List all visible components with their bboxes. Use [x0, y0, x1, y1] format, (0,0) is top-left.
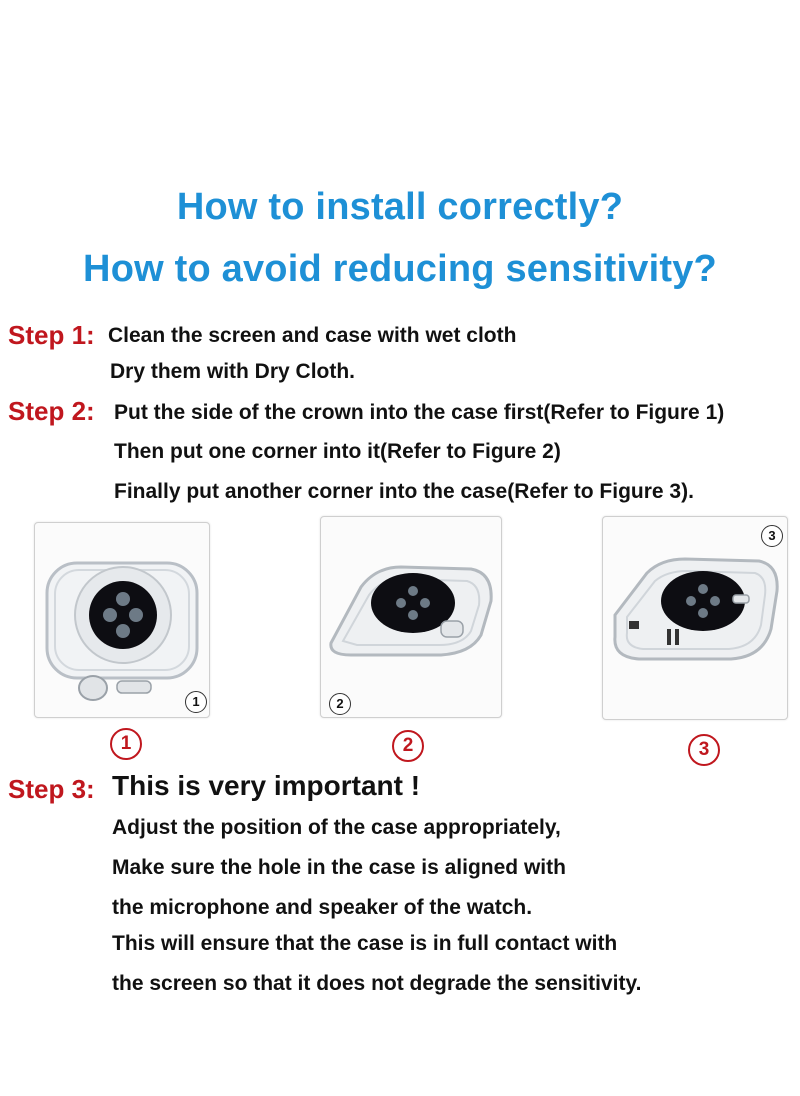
figure-1-caption: 1 [110, 728, 142, 760]
watch-back-image [35, 523, 209, 717]
step-1-line-1: Clean the screen and case with wet cloth [108, 324, 517, 347]
title-line-1: How to install correctly? [176, 186, 624, 228]
step-2-line-1: Put the side of the crown into the case first(Refer to Figure 1) [114, 401, 725, 424]
figure-3 [602, 516, 788, 720]
figure-3-badge: 3 [761, 525, 783, 547]
figure-1-badge: 1 [185, 691, 207, 713]
watch-installed-image [603, 517, 787, 719]
figure-3-caption: 3 [688, 734, 720, 766]
step-1-label: Step 1: [8, 320, 95, 350]
step-3-label: Step 3: [8, 774, 95, 804]
figure-1 [34, 522, 210, 718]
step-3-line-5: the screen so that it does not degrade the sensitivity. [112, 972, 642, 995]
step-3-line-1: Adjust the position of the case appropriately, [112, 816, 561, 839]
watch-tilted-image [321, 517, 501, 717]
step-2-line-2: Then put one corner into it(Refer to Figure 2) [114, 440, 561, 463]
step-3-line-2: Make sure the hole in the case is aligned with [112, 856, 566, 879]
figure-2-caption: 2 [392, 730, 424, 762]
figure-2-badge: 2 [329, 693, 351, 715]
step-1-line-2: Dry them with Dry Cloth. [110, 360, 356, 383]
step-3-heading: This is very important ! [112, 770, 421, 801]
step-2-label: Step 2: [8, 396, 95, 426]
figure-2 [320, 516, 502, 718]
step-3-line-3: the microphone and speaker of the watch. [112, 896, 533, 919]
step-3-line-4: This will ensure that the case is in full contact with [112, 932, 618, 955]
step-2-line-3: Finally put another corner into the case(Refer to Figure 3). [114, 480, 694, 503]
title-line-2: How to avoid reducing sensitivity? [83, 248, 717, 290]
